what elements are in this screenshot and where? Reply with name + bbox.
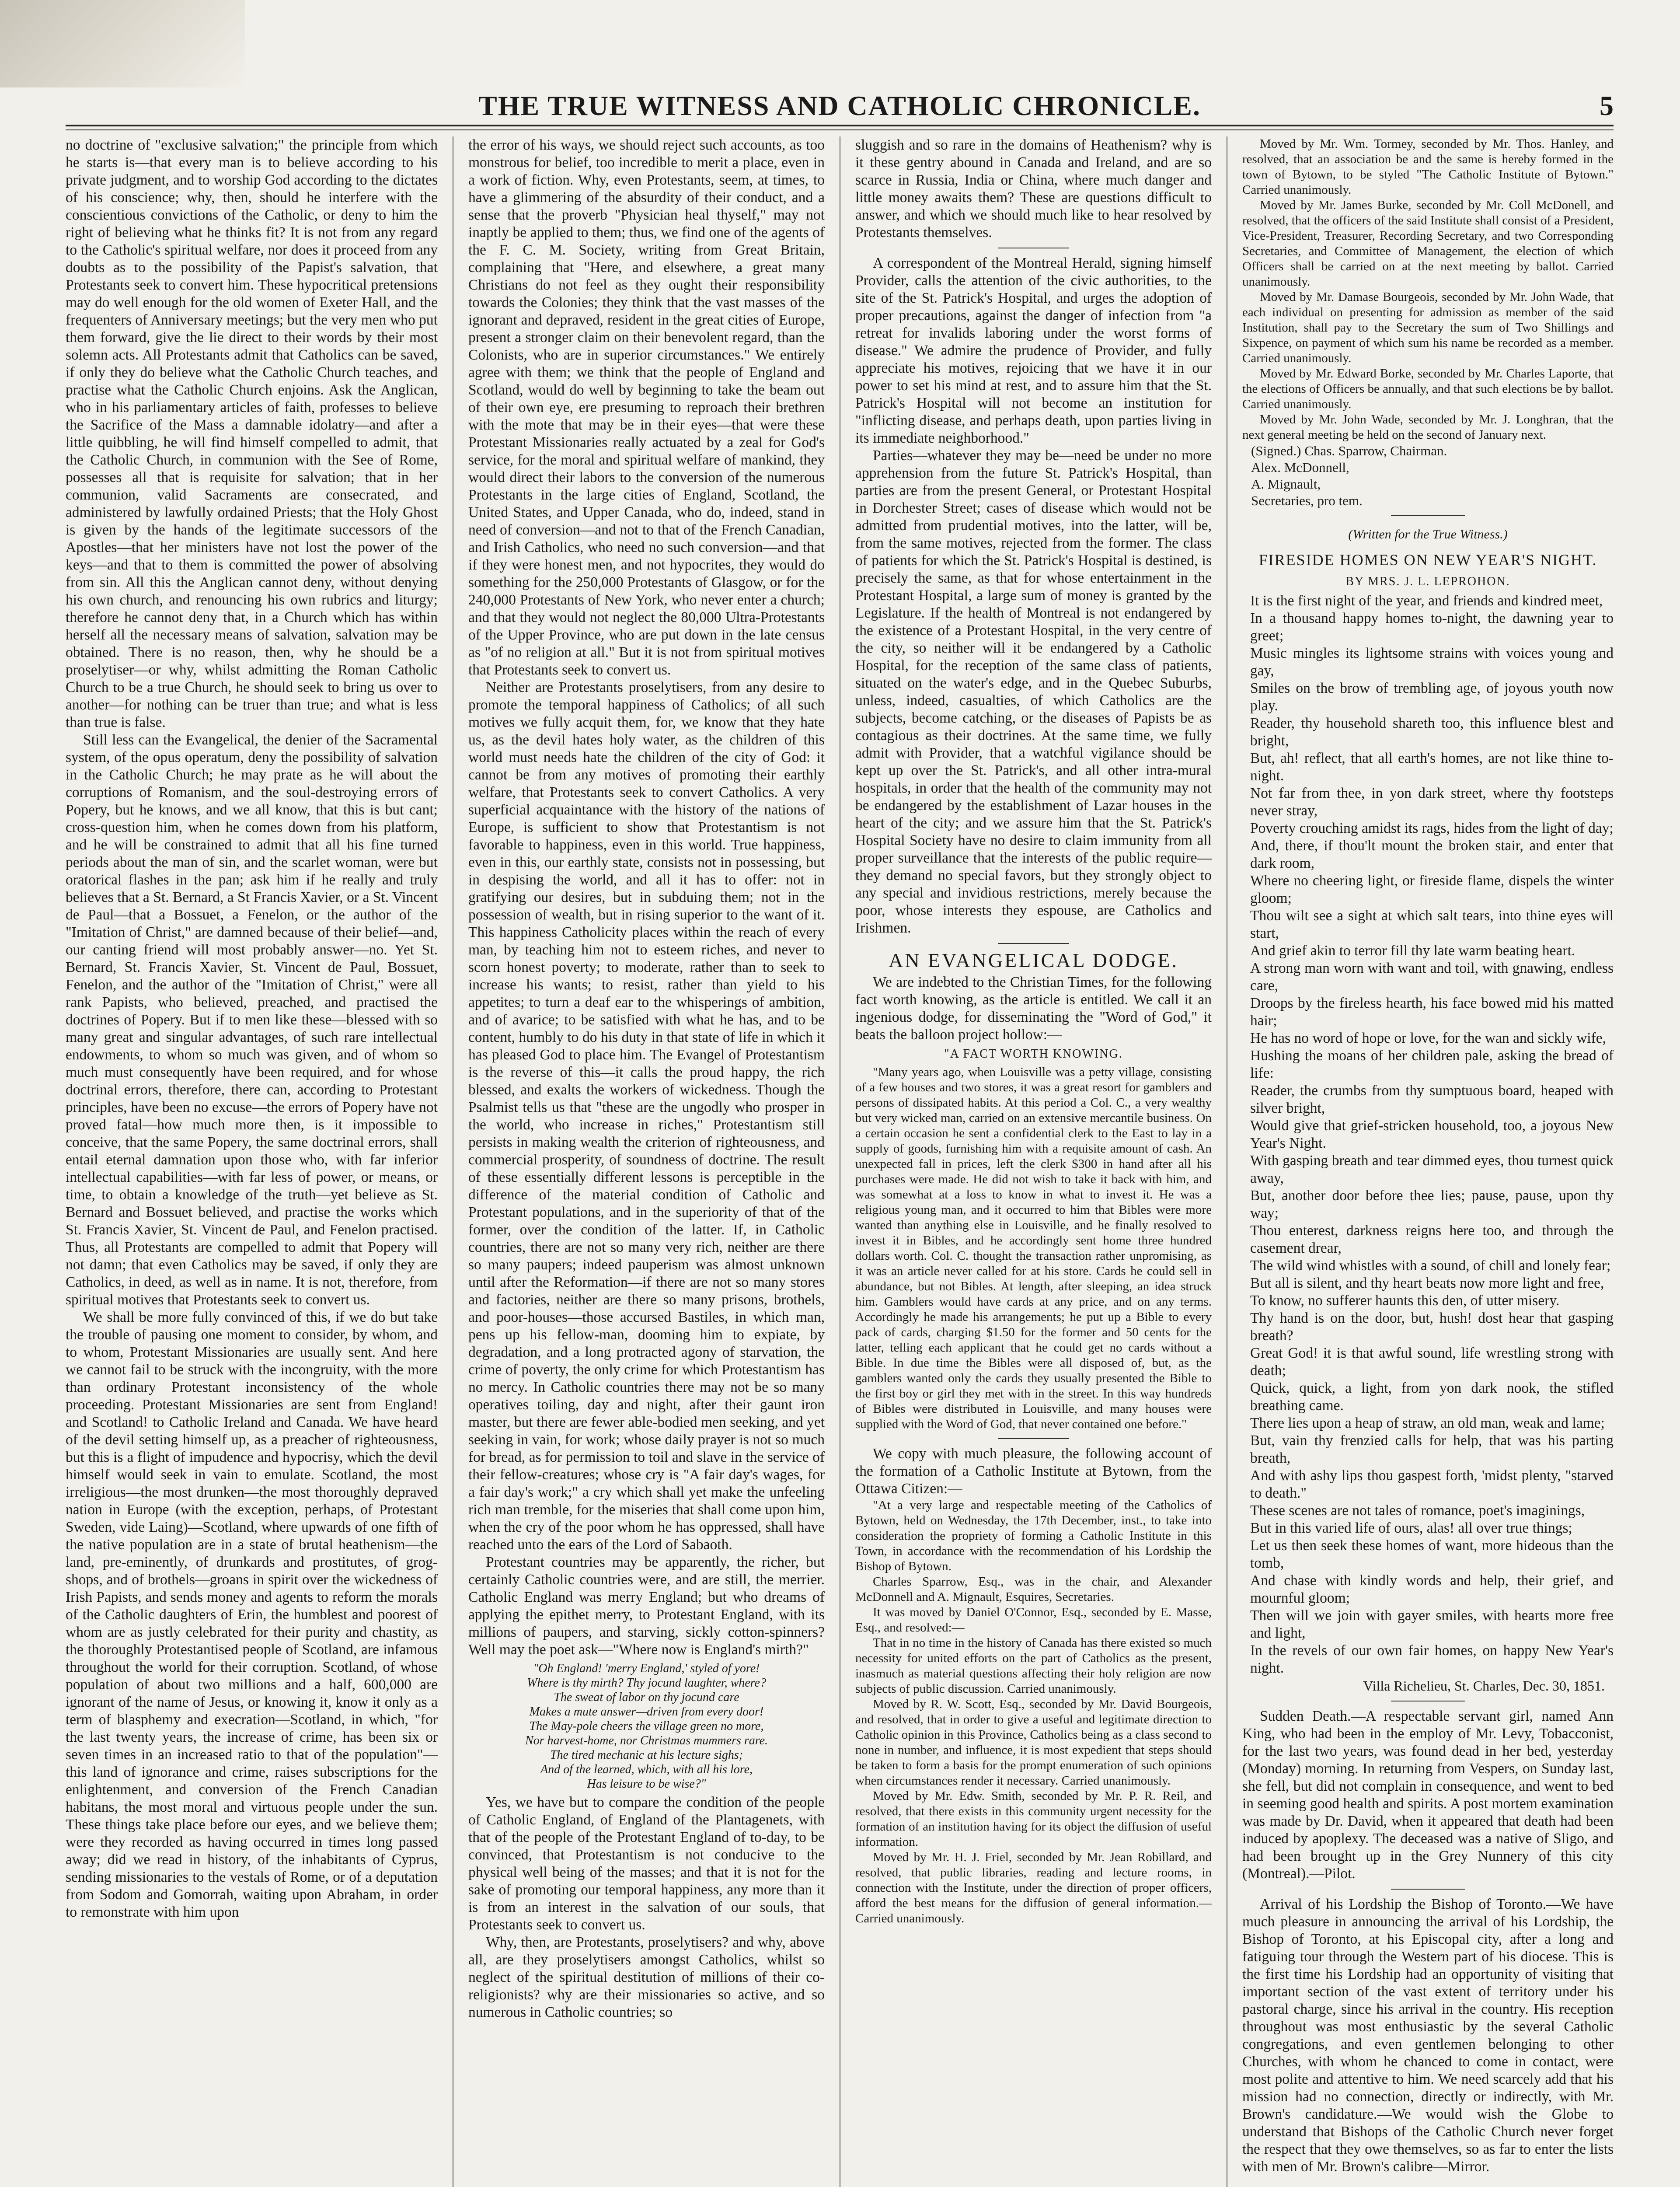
- poem-line: Poverty crouching amidst its rags, hides from the light of day;: [1250, 820, 1614, 836]
- verse-line: And of the learned, which, with all his lore,: [540, 1763, 753, 1776]
- verse-line: Has leisure to be wise?": [587, 1777, 706, 1791]
- section-divider: [998, 943, 1069, 944]
- column-3: [840, 136, 1227, 2187]
- meeting-resolution: That in no time in the history of Canada has there existed so much necessity for united efforts on the part of Catholics as the present, inasmuch as material questions affecting their holy religion are now subjects of public discussion. Carried unanimously.: [855, 1636, 1212, 1696]
- poem-line: Smiles on the brow of trembling age, of joyous youth now play.: [1250, 680, 1614, 714]
- meeting-resolution: Moved by Mr. H. J. Friel, seconded by Mr. Jean Robillard, and resolved, that public libraries, reading and lecture rooms, in connection with the Institute, under the direction of proper officers, afford the best means for the diffusion of general information.—Carried unanimously.: [855, 1850, 1212, 1925]
- verse-line: "Oh England! 'merry England,' styled of yore!: [533, 1662, 760, 1675]
- article-paragraph: We shall be more fully convinced of this, if we do but take the trouble of pausing one moment to consider, by whom, and to whom, Protestant Missionaries are usually sent. And here we cannot fail to be struck with the incongruity, with the more than ordinary Protestant inconsistency of the whole proceeding. Protestant Missionaries are sent from England! and Scotland! to Catholic Ireland and Canada. We have heard of the devil setting himself up, as a preacher of righteousness, but this is a flight of impudence and hypocrisy, which the devil himself would seek in vain to emulate. Scotland, the most irreligious—the most drunken—the most thoroughly depraved nation in Europe (with the exception, perhaps, of Protestant Sweden, vide Laing)—Scotland, where upwards of one fifth of the native population are in a state of brutal heathenism—the land, pre-eminently, of drunkards and prostitutes, of grog-shops, and of brothels—groans in spirit over the wickedness of Irish Papists, and sends money and agents to reform the morals of the Catholic daughters of Erin, the humblest and poorest of whom are as justly celebrated for their purity and chastity, as the thoroughly Protestantised people of Scotland, are infamous throughout the world for their corruption. Scotland, of whose population of about two millions and a half, 600,000 are ignorant of the name of Jesus, or knowing it, know it only as a term of blasphemy and execration—Scotland, in which, "for the last twenty years, the increase of crime, has been six or seven times in an increased ratio to that of the population"—this land of ignorance and crime, raises subscriptions for the enlightenment, and conversion of the French Canadian habitans, the most moral and virtuous people under the sun. These things take place before our eyes, and we believe them; were they recorded as having occurred in times long passed away; did we read in history, of the inhabitants of Cyprus, sending missionaries to the vestals of Rome, or of a deputation from Sodom and Gomorrah, waiting upon Abraham, in order to remonstrate with him upon: [66, 1309, 438, 1920]
- meeting-resolution: Moved by Mr. Damase Bourgeois, seconded by Mr. John Wade, that each individual on presenting for admission as member of the said Institution, shall pay to the Secretary the sum of Two Shillings and Sixpence, on payment of which sum his name be recorded as a member. Carried unanimously.: [1242, 290, 1614, 365]
- newspaper-title: THE TRUE WITNESS AND CATHOLIC CHRONICLE.: [478, 90, 1201, 121]
- poem-line: These scenes are not tales of romance, poet's imaginings,: [1250, 1502, 1585, 1519]
- poem-line: To know, no sufferer haunts this den, of utter misery.: [1250, 1293, 1560, 1309]
- page-number: 5: [1600, 90, 1614, 121]
- poem-line: Droops by the fireless hearth, his face bowed mid his matted hair;: [1250, 995, 1614, 1029]
- poem-line: In a thousand happy homes to-night, the dawning year to greet;: [1250, 610, 1614, 644]
- article-paragraph: Parties—whatever they may be—need be under no more apprehension from the future St. Patrick's Hospital, than parties are from the present General, or Protestant Hospital in Dorchester Street; cases of disease which would not be admitted from prudential motives, into the latter, will be, from the same motives, rejected from the former. The class of patients for which the St. Patrick's Hospital is destined, is precisely the same, as that for whose entertainment in the Protestant Hospital, a large sum of money is granted by the Legislature. If the health of Montreal is not endangered by the existence of a Protestant Hospital, in the very centre of the city, so neither will it be endangered by a Catholic Hospital, for the reception of the same class of patients, situated on the water's edge, and in the Quebec Suburbs, unless, indeed, casualties, of which Catholics are the subjects, become catching, or the diseases of Papists be as contagious as their doctrines. At the same time, we fully admit with Provider, that a watchful vigilance should be kept up over the St. Patrick's, and all other intra-mural hospitals, in order that the health of the community may not be endangered by the establishment of Lazar houses in the heart of the city; and we assure him that the St. Patrick's Hospital Society have no desire to claim immunity from all proper surveillance that the interests of the public require—they demand no special favors, but they strongly object to any special and invidious restrictions, merely because the poor, whose interests they espouse, are Catholics and Irishmen.: [855, 447, 1212, 936]
- poem-line: But, vain thy frenzied calls for help, that was his parting breath,: [1250, 1432, 1614, 1466]
- poem-author: BY MRS. J. L. LEPROHON.: [1345, 575, 1510, 588]
- masthead: [66, 90, 1614, 126]
- verse-line: Nor harvest-home, nor Christmas mummers rare.: [525, 1734, 768, 1747]
- verse-line: Makes a mute answer—driven from every door!: [529, 1705, 764, 1719]
- signatures: [1242, 443, 1614, 509]
- poem-line: Quick, quick, a light, from yon dark nook, the stifled breathing came.: [1250, 1380, 1614, 1414]
- article-paragraph: We copy with much pleasure, the following account of the formation of a Catholic Institute at Bytown, from the Ottawa Citizen:—: [855, 1446, 1212, 1497]
- poem-line: Hushing the moans of her children pale, asking the bread of life:: [1250, 1048, 1614, 1081]
- article-paragraph: A correspondent of the Montreal Herald, signing himself Provider, calls the attention of the civic authorities, to the site of the St. Patrick's Hospital, and urges the adoption of proper precautions, against the danger of infection from "a retreat for invalids laboring under the worst forms of disease." We admire the prudence of Provider, and fully appreciate his motives, rejoicing that we have it in our power to set his mind at rest, and to assure him that the St. Patrick's Hospital will not become an institution for "inflicting disease, and perhaps death, upon parties living in its immediate neighborhood.": [855, 255, 1212, 446]
- header-rule: [66, 129, 1614, 130]
- verse-line: The sweat of labor on thy jocund care: [554, 1691, 739, 1704]
- poem-line: Music mingles its lightsome strains with voices young and gay,: [1250, 645, 1614, 679]
- page-columns: [66, 136, 1614, 2187]
- column-2: [453, 136, 840, 2187]
- poem-line: But, ah! reflect, that all earth's homes, are not like thine to-night.: [1250, 750, 1614, 784]
- poem-line: A strong man worn with want and toil, with gnawing, endless care,: [1250, 960, 1614, 994]
- poem-line: There lies upon a heap of straw, an old man, weak and lame;: [1250, 1415, 1605, 1431]
- worn-paper-corner: [0, 0, 245, 87]
- signature-secretary: A. Mignault,: [1251, 476, 1321, 492]
- poem-line: Then will we join with gayer smiles, with hearts more free and light,: [1250, 1607, 1614, 1641]
- news-item-bishop-toronto: Arrival of his Lordship the Bishop of Toronto.—We have much pleasure in announcing the arrival of his Lordship, the Bishop of Toronto, at his Episcopal city, after a long and fatiguing tour through the Western part of his diocese. This is the first time his Lordship had an opportunity of visiting that important section of the vast extent of territory under his pastoral charge, since his arrival in the country. His reception throughout was most enthusiastic by the several Catholic congregations, and even gentlemen belonging to other Churches, with whom he chanced to come in contact, were most polite and attentive to him. We need scarcely add that his mission had no connection, directly or indirectly, with Mr. Brown's candidature.—We would wish the Globe to understand that Bishops of the Catholic Church never forget the respect that they owe themselves, so as far to enter the lists with men of Mr. Brown's calibre—Mirror.: [1242, 1896, 1614, 2175]
- poem-line: Great God! it is that awful sound, life wrestling strong with death;: [1250, 1345, 1614, 1379]
- quote-subhead: "A FACT WORTH KNOWING.: [944, 1047, 1123, 1061]
- poem-line: But all is silent, and thy heart beats now more light and free,: [1250, 1275, 1604, 1291]
- poem: [1242, 592, 1614, 1677]
- quoted-article: "Many years ago, when Louisville was a petty village, consisting of a few houses and two stores, it was a great resort for gamblers and persons of dissipated habits. At this period a Col. C., a very wealthy but very wicked man, carried on an extensive mercantile business. On a certain occasion he sent a confidential clerk to the East to lay in a supply of goods, furnishing him with a requisite amount of cash. An unexpected fall in prices, left the clerk $300 in hand after all his purchases were made. He did not wish to take it back with him, and was somewhat at a loss to know in what to invest it. He was a religious young man, and it occurred to him that Bibles were more wanted than anything else in Louisville, and he finally resolved to invest it in Bibles, and he accordingly sent home three hundred dollars worth. Col. C. thought the transaction rather unpromising, as it was an article never called for at his store. Cards he could sell in abundance, but not Bibles. At length, after sleeping, an idea struck him. Gamblers would have cards at any price, and on any terms. Accordingly he made his arrangements; he put up a Bible to every pack of cards, charging $1.50 for the former and 50 cents for the latter, telling each applicant that he could get no cards without a Bible. In due time the Bibles were all disposed of, but, as the gamblers wanted only the cards they usually presented the Bible to the first boy or girl they met with in the street. In this way hundreds of Bibles were distributed in Louisville, and many houses were supplied with the Word of God, that never contained one before.": [855, 1065, 1212, 1431]
- poem-line: Reader, the crumbs from thy sumptuous board, heaped with silver bright,: [1250, 1083, 1614, 1116]
- headline-evangelical-dodge: AN EVANGELICAL DODGE.: [889, 949, 1178, 971]
- written-for-note: (Written for the True Witness.): [1348, 527, 1508, 542]
- poem-title: FIRESIDE HOMES ON NEW YEAR'S NIGHT.: [1258, 551, 1597, 569]
- article-paragraph: sluggish and so rare in the domains of Heathenism? why is it these gentry abound in Canada and Ireland, and are so scarce in Russia, India or China, where much danger and little money awaits them? These are questions difficult to answer, and which we should much like to hear resolved by Protestants themselves.: [855, 137, 1212, 241]
- poem-line: With gasping breath and tear dimmed eyes, thou turnest quick away,: [1250, 1153, 1614, 1186]
- article-paragraph: Protestant countries may be apparently, the richer, but certainly Catholic countries were, and are still, the merrier. Catholic England was merry England; but who dreams of applying the epithet merry, to Protestant England, with its millions of paupers, and starving, sickly cotton-spinners? Well may the poet ask—"Where now is England's mirth?": [468, 1554, 825, 1658]
- poem-line: Not far from thee, in yon dark street, where thy footsteps never stray,: [1250, 785, 1614, 819]
- section-divider: [1391, 515, 1465, 516]
- article-paragraph: Why, then, are Protestants, proselytisers? and why, above all, are they proselytisers amongst Catholics, whilst so neglect of the spiritual destitution of millions of their co-religionists? why are their missionaries so active, and so numerous in Catholic countries; so: [468, 1934, 825, 2020]
- poem-line: Thou enterest, darkness reigns here too, and through the casement drear,: [1250, 1223, 1614, 1256]
- poem-line: And grief akin to terror fill thy late warm beating heart.: [1250, 943, 1575, 959]
- article-paragraph: the error of his ways, we should reject such accounts, as too monstrous for belief, too incredible to merit a place, even in a work of fiction. Why, even Protestants, seem, at times, to have a glimmering of the absurdity of their conduct, and a sense that the proverb "Physician heal thyself," may not inaptly be applied to them; thus, we find one of the agents of the F. C. M. Society, writing from Great Britain, complaining that "Here, and elsewhere, a great many Christians do not feel as they ought their responsibility towards the Colonies; they think that the vast masses of the ignorant and depraved, resident in the great cities of Europe, present a stronger claim on their benevolent regard, than the Colonists, who are in superior circumstances." We entirely agree with them; we think that the people of England and Scotland, would do well by beginning to take the beam out of their own eye, ere presuming to reproach their brethren with the mote that may be in their eyes—that were these Protestant Missionaries really actuated by a zeal for God's service, for the moral and spiritual welfare of mankind, they would direct their labors to the conversion of the numerous Protestants in the large cities of England, Scotland, the United States, and Upper Canada, who do, indeed, stand in need of conversion—and not to that of the French Canadian, and Irish Catholics, who need no such conversion—and that if they were honest men, and not hypocrites, they would do something for the 250,000 Protestants of Glasgow, or for the 240,000 Protestants of New York, who never enter a church; and that they would not neglect the 80,000 Ultra-Protestants of the Upper Province, who are put down in the late census as "of no religion at all." But it is not from spiritual motives that Protestants seek to convert us.: [468, 137, 825, 678]
- article-paragraph: Still less can the Evangelical, the denier of the Sacramental system, of the opus operatum, deny the possibility of salvation in the Catholic Church; he may prate as he will about the corruptions of Romanism, and the soul-destroying errors of Popery, but he knows, and we all know, that this is but cant; cross-question him, when he comes down from his platform, and he will be constrained to admit that all his fine turned periods about the man of sin, and the scarlet woman, were but oratorical flashes in the pan; ask him if he really and truly believes that a St. Bernard, a St Francis Xavier, or a St. Vincent de Paul—that a Bossuet, a Fenelon, or the author of the "Imitation of Christ," are damned because of their belief—and, our canting friend will most probably answer—no. Yet St. Bernard, St. Francis Xavier, St. Vincent de Paul, Bossuet, Fenelon, and the author of the "Imitation of Christ," were all rank Papists, who believed, preached, and practised the doctrines of Popery. But if to men like these—blessed with so many great and singular advantages, of such rare intellectual endowments, to whom so much was given, and of whom so much must consequently have been required, and for whose doctrinal errors, therefore, there can, according to Protestant principles, have been no excuse—the errors of Popery have not proved fatal—how much more then, is it impossible to conceive, that the same Popery, the same doctrinal errors, shall entail eternal damnation upon those who, with far inferior intellectual capabilities—with far less of power, or means, or time, to obtain a knowledge of the truth—yet believe as St. Bernard and Bossuet believed, and practise the works which St. Francis Xavier, St. Vincent de Paul, and Fenelon practised. Thus, all Protestants are compelled to admit that Popery will not damn; that even Catholics may be saved, if only they are Catholics, in deed, as well as in name. It is not, therefore, from spiritual motives that Protestants seek to convert us.: [66, 732, 438, 1308]
- meeting-report: "At a very large and respectable meeting of the Catholics of Bytown, held on Wednesday, the 17th December, inst., to take into consideration the propriety of forming a Catholic Institute in this Town, in accordance with the recommendation of his Lordship the Bishop of Bytown.: [855, 1498, 1212, 1573]
- meeting-resolution: Moved by R. W. Scott, Esq., seconded by Mr. David Bourgeois, and resolved, that in order to give a useful and legitimate direction to Catholic opinion in this Province, Catholics being as a class second to none in number, and influence, it is most expedient that steps should be taken to form a basis for the prompt enumeration of such opinions when circumstances render it necessary. Carried unanimously.: [855, 1697, 1212, 1788]
- article-paragraph: Neither are Protestants proselytisers, from any desire to promote the temporal happiness of Catholics; of all such motives we fully acquit them, for, we know that they hate us, as the devil hates holy water, as the children of this world must needs hate the children of the city of God: it cannot be from any motives of promoting their earthly welfare, that Protestants seek to convert Catholics. A very superficial acquaintance with the history of the nations of Europe, is sufficient to show that Protestantism is not favorable to happiness, even in this world. True happiness, even in this, our earthly state, consists not in possessing, but in despising the world, and all it has to offer: not in gratifying our desires, but in subduing them; not in the possession of wealth, but in rising superior to the want of it. This happiness Catholicity places within the reach of every man, by teaching him not to esteem riches, and never to scorn honest poverty; to moderate, rather than to seek to increase his wants; to resist, rather than yield to his appetites; to turn a deaf ear to the whisperings of ambition, and of avarice; to be satisfied with what he has, and to be content, humbly to do his duty in that state of life in which it has pleased God to place him. The Evangel of Protestantism is the reverse of this—it calls the proud happy, the rich blessed, and exalts the workers of wickedness. Though the Psalmist tells us that "these are the ungodly who prosper in the world, who increase in riches," Protestantism still persists in making wealth the criterion of righteousness, and commercial prosperity, of soundness of doctrine. The result of these essentially different lessons is perceptible in the difference of the material condition of Catholic and Protestant populations, and in the superiority of that of the former, over the condition of the latter. If, in Catholic countries, there are not so many very rich, neither are there so many paupers; indeed pauperism was almost unknown until after the Reformation—if there are not so many stores and factories, neither are there so many prisons, brothels, and poor-houses—those accursed Bastiles, in which man, pens up his fellow-man, dooming him to expiate, by degradation, and a long protracted agony of starvation, the crime of poverty, the only crime for which Protestantism has no mercy. In Catholic countries there may not be so many operatives toiling, day and night, after their gaunt iron master, but there are fewer able-bodied men seeking, and yet seeking in vain, for work; whose daily prayer is not so much for bread, as for permission to toil and slave in the service of their fellow-creatures; whose cry is "A fair day's wages, for a fair day's work;" a cry which shall yet make the unfeeling rich man tremble, for the miseries that shall come upon him, when the cry of the poor whom he has oppressed, shall have reached unto the ears of the Lord of Sabaoth.: [468, 679, 825, 1553]
- meeting-resolution: Moved by Mr. Wm. Tormey, seconded by Mr. Thos. Hanley, and resolved, that an association be and the same is hereby formed in the town of Bytown, to be styled "The Catholic Institute of Bytown." Carried unanimously.: [1242, 137, 1614, 197]
- meeting-report: It was moved by Daniel O'Connor, Esq., seconded by E. Masse, Esq., and resolved:—: [855, 1605, 1212, 1635]
- poem-line: But in this varied life of ours, alas! all over true things;: [1250, 1520, 1572, 1536]
- poem-line: And with ashy lips thou gaspest forth, 'midst plenty, "starved to death.": [1250, 1467, 1614, 1501]
- poem-line: Let us then seek these homes of want, more hideous than the tomb,: [1250, 1537, 1614, 1571]
- meeting-resolution: Moved by Mr. Edward Borke, seconded by Mr. Charles Laporte, that the elections of Officers be annually, and that such elections be by ballot. Carried unanimously.: [1242, 367, 1614, 411]
- signature-role: Secretaries, pro tem.: [1251, 493, 1363, 508]
- column-1: [66, 136, 453, 2187]
- article-paragraph: Yes, we have but to compare the condition of the people of Catholic England, of England of the Plantagenets, with that of the people of the Protestant England of to-day, to be convinced, that Protestantism is not conducive to the physical well being of the masses; and that it is not for the sake of promoting our temporal happiness, any more than it is from an interest in the salvation of our souls, that Protestants seek to convert us.: [468, 1794, 825, 1933]
- poem-line: Would give that grief-stricken household, too, a joyous New Year's Night.: [1250, 1118, 1614, 1151]
- poem-line: And chase with kindly words and help, their grief, and mournful gloom;: [1250, 1572, 1614, 1606]
- column-4: [1227, 136, 1614, 2187]
- poem-line: Thy hand is on the door, but, hush! dost hear that gasping breath?: [1250, 1310, 1614, 1344]
- poem-line: In the revels of our own fair homes, on happy New Year's night.: [1250, 1642, 1614, 1676]
- poem-line: Reader, thy household shareth too, this influence blest and bright,: [1250, 715, 1614, 749]
- signature-secretary: Alex. McDonnell,: [1251, 460, 1349, 475]
- meeting-resolution: Moved by Mr. John Wade, seconded by Mr. J. Longhran, that the next general meeting be held on the second of January next.: [1242, 412, 1614, 442]
- signature-chairman: (Signed.) Chas. Sparrow, Chairman.: [1251, 443, 1447, 458]
- news-item-sudden-death: Sudden Death.—A respectable servant girl, named Ann King, who had been in the employ of Mr. Levy, Tobacconist, for the last two years, was found dead in her bed, yesterday (Monday) morning. In returning from Vespers, on Sunday last, she fell, but did not complain in consequence, and went to bed in seeming good health and spirits. A post mortem examination was made by Dr. David, when it appeared that death had been induced by apoplexy. The deceased was a native of Sligo, and had been brought up in the Grey Nunnery of this city (Montreal).—Pilot.: [1242, 1708, 1614, 1882]
- quoted-verse: [468, 1661, 825, 1791]
- meeting-resolution: Moved by Mr. Edw. Smith, seconded by Mr. P. R. Reil, and resolved, that there exists in this community urgent necessity for the formation of an institution having for its object the diffusion of useful information.: [855, 1789, 1212, 1849]
- poem-line: But, another door before thee lies; pause, pause, upon thy way;: [1250, 1188, 1614, 1221]
- section-divider: [998, 1438, 1069, 1439]
- poem-line: The wild wind whistles with a sound, of chill and lonely fear;: [1250, 1258, 1611, 1274]
- verse-line: The May-pole cheers the village green no more,: [529, 1719, 764, 1733]
- verse-line: The tired mechanic at his lecture sighs;: [550, 1748, 743, 1762]
- article-paragraph: We are indebted to the Christian Times, for the following fact worth knowing, as the article is entitled. We call it an ingenious dodge, for disseminating the "Word of God," it beats the balloon project hollow:—: [855, 974, 1212, 1043]
- poem-line: And, there, if thou'lt mount the broken stair, and enter that dark room,: [1250, 838, 1614, 871]
- section-divider: [1391, 1889, 1465, 1890]
- verse-line: Where is thy mirth? Thy jocund laughter, where?: [527, 1676, 766, 1690]
- poem-dateline: Villa Richelieu, St. Charles, Dec. 30, 1851.: [1363, 1678, 1605, 1694]
- meeting-resolution: Moved by Mr. James Burke, seconded by Mr. Coll McDonell, and resolved, that the officers of the said Institute shall consist of a President, Vice-President, Treasurer, Recording Secretary, and two Corresponding Secretaries, and Committee of Management, the election of which Officers shall be carried on at the next meeting by ballot. Carried unanimously.: [1242, 198, 1614, 289]
- poem-line: Where no cheering light, or fireside flame, dispels the winter gloom;: [1250, 873, 1614, 906]
- poem-line: He has no word of hope or love, for the wan and sickly wife,: [1250, 1030, 1607, 1046]
- poem-line: It is the first night of the year, and friends and kindred meet,: [1250, 593, 1603, 609]
- article-paragraph: no doctrine of "exclusive salvation;" the principle from which he starts is—that every man is to believe according to his private judgment, and to worship God according to the dictates of his conscience; why, then, should he interfere with the conscientious convictions of the Catholic, or deny to him the right of believing what he thinks fit? It is not from any regard to the Catholic's spiritual welfare, nor does it proceed from any doubts as to the possibility of the Papist's salvation, that Protestants seek to convert him. These hypocritical pretensions may do well enough for the old women of Exeter Hall, and the frequenters of Anniversary meetings; but the very men who put them forward, give the lie direct to their words by their most solemn acts. All Protestants admit that Catholics can be saved, if only they do believe what the Catholic Church teaches, and practise what the Catholic Church enjoins. Ask the Anglican, who in his parliamentary articles of faith, professes to believe the Sacrifice of the Mass a damnable idolatry—and after a little quibbling, he will find himself compelled to admit, that the Catholic Church, in communion with the See of Rome, possesses all that is requisite for salvation; that in her communion, valid Sacraments are consecrated, and administered by lawfully ordained Priests; that the Holy Ghost is given by the hands of the legitimate successors of the Apostles—that her ministers have not lost the power of the keys—and that to them is committed the power of absolving from sin. All this the Anglican cannot deny, without denying his own church, and renouncing his own rubrics and liturgy; therefore he cannot deny that, in a Church which has within herself all the necessary means of salvation, salvation may be obtained. There is no reason, then, why he should be a proselytiser—or why, whilst admitting the Roman Catholic Church to be a true Church, he should seek to bring us over to another—for nothing can be truer than true; and what is less than true is false.: [66, 137, 438, 730]
- poem-line: Thou wilt see a sight at which salt tears, into thine eyes will start,: [1250, 908, 1614, 941]
- meeting-report: Charles Sparrow, Esq., was in the chair, and Alexander McDonnell and A. Mignault, Esquires, Secretaries.: [855, 1575, 1212, 1604]
